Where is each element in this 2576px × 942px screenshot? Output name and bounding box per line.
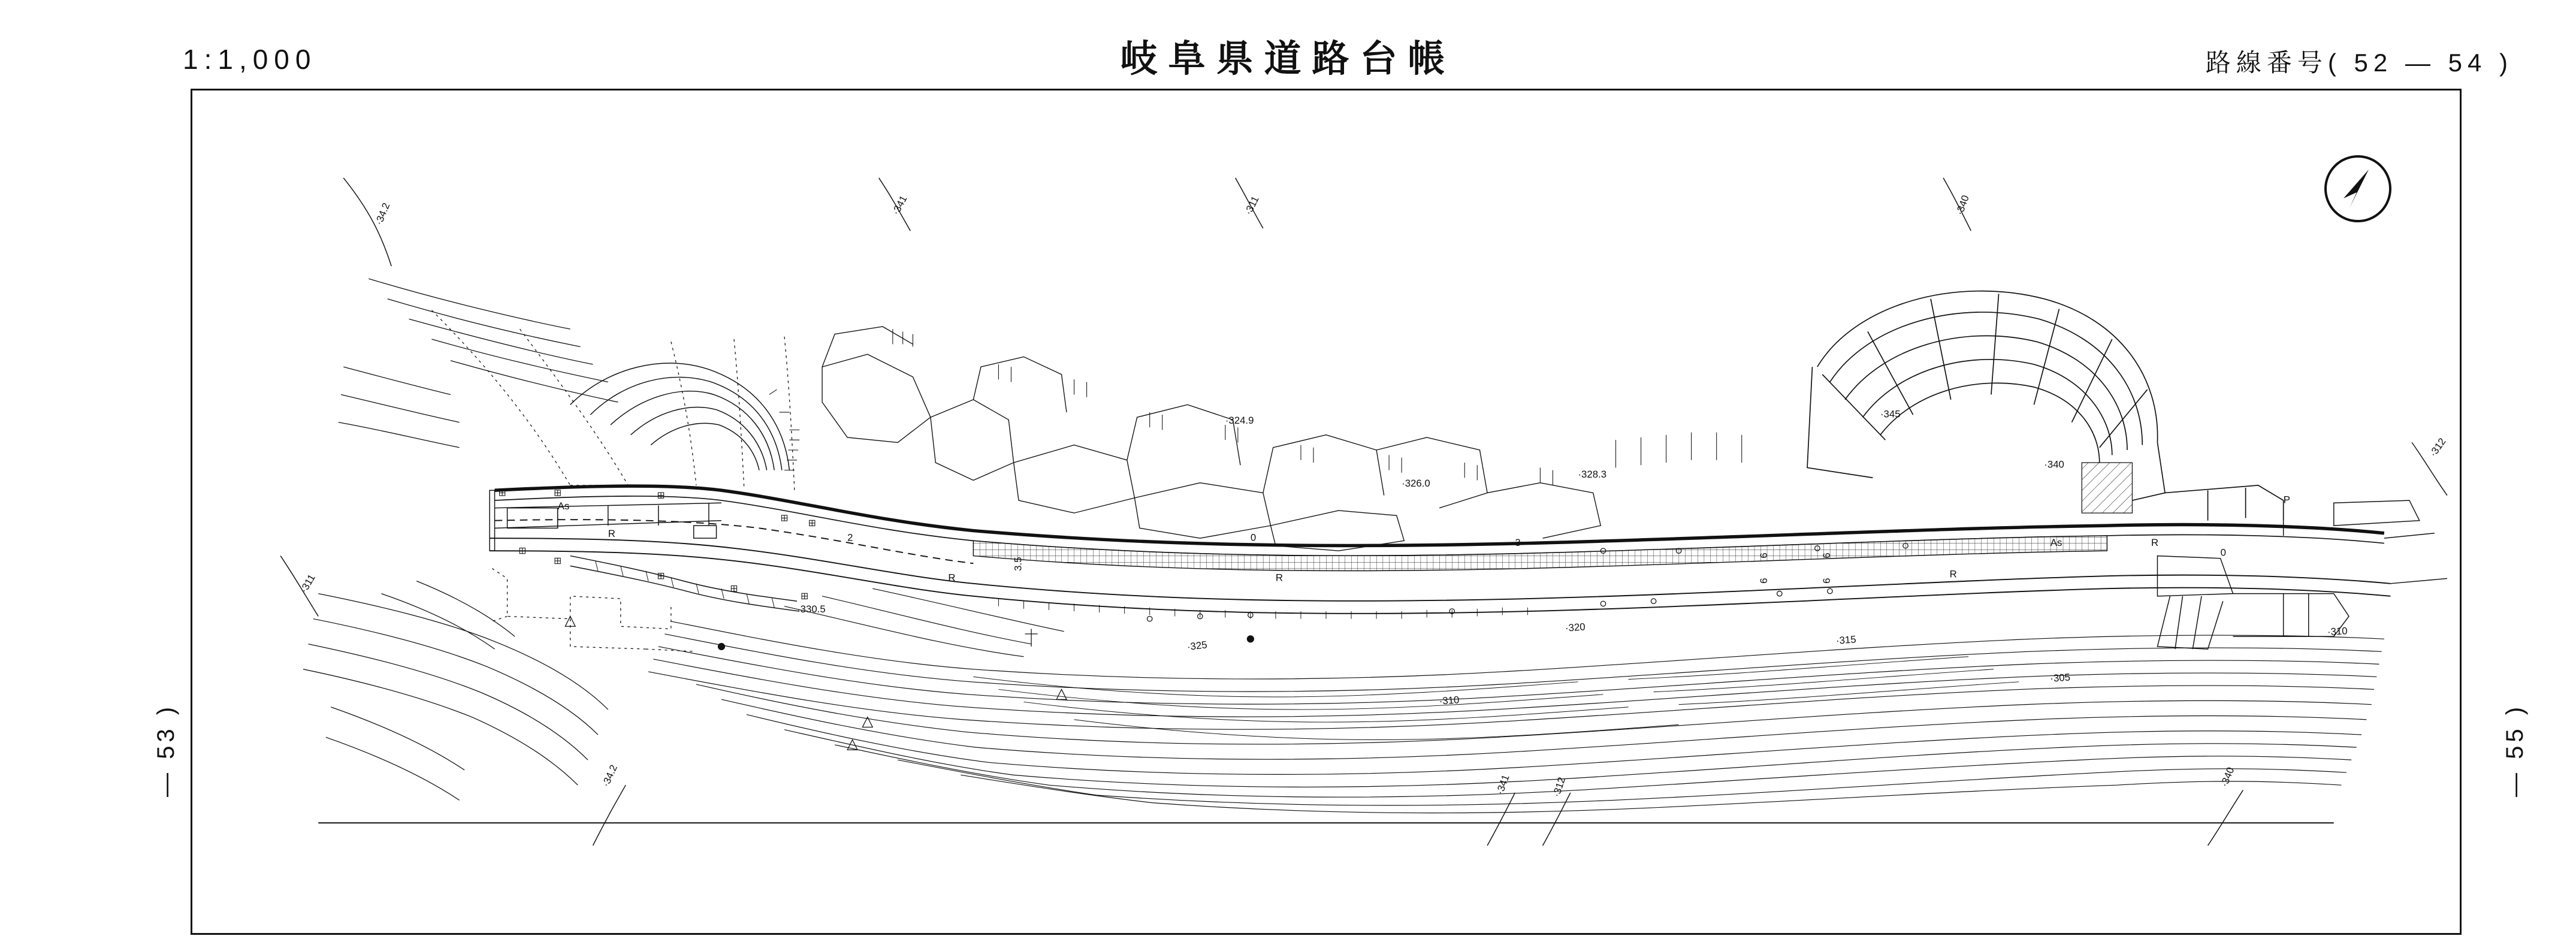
svg-text:·328.3: ·328.3 — [1578, 469, 1607, 481]
upper-left-contours — [339, 279, 618, 448]
svg-text:·34.2: ·34.2 — [373, 201, 392, 227]
svg-text:R: R — [2151, 536, 2159, 548]
embankment-hatching — [893, 329, 1742, 485]
svg-text:·310: ·310 — [2327, 625, 2348, 638]
svg-text:6: 6 — [1757, 552, 1769, 558]
svg-text:3: 3 — [1515, 536, 1521, 548]
svg-text:3.5: 3.5 — [1012, 557, 1024, 571]
svg-text:·310: ·310 — [1439, 694, 1460, 707]
svg-text:·340: ·340 — [2044, 458, 2064, 470]
left-lower-parcel — [492, 569, 696, 652]
svg-text:As: As — [2050, 536, 2062, 548]
right-sheet-marker: ― 55 ) — [2502, 703, 2528, 797]
svg-text:·340: ·340 — [1953, 194, 1971, 217]
svg-text:R: R — [948, 572, 956, 584]
svg-text:·305: ·305 — [2049, 671, 2071, 684]
svg-text:6: 6 — [1820, 578, 1832, 584]
map-drawing-frame — [191, 89, 2462, 935]
svg-text:As: As — [557, 500, 570, 512]
svg-text:·315: ·315 — [1835, 633, 1857, 647]
svg-text:R: R — [1275, 572, 1284, 584]
lower-left-contours — [303, 581, 608, 801]
svg-text:0: 0 — [1250, 532, 1257, 544]
north-arrow — [2322, 153, 2394, 225]
svg-text:·330.5: ·330.5 — [797, 603, 826, 615]
svg-text:·341: ·341 — [1494, 773, 1512, 796]
svg-text:·34.2: ·34.2 — [600, 763, 620, 789]
svg-text:·312: ·312 — [2427, 436, 2448, 459]
svg-text:R: R — [1949, 568, 1957, 580]
route-number-label: 路線番号( 52 ― 54 ) — [2205, 49, 2513, 77]
upper-field-polygons — [822, 327, 1600, 551]
left-terrace-feature — [570, 363, 800, 470]
svg-text:·324.9: ·324.9 — [1225, 414, 1254, 426]
svg-text:·326.0: ·326.0 — [1402, 477, 1430, 489]
bank-symbols — [565, 544, 1908, 750]
svg-text:2: 2 — [847, 532, 853, 544]
svg-text:R: R — [608, 528, 615, 540]
left-sheet-marker: ― 53 ) — [153, 703, 179, 797]
svg-text:·325: ·325 — [1186, 639, 1208, 653]
svg-text:·341: ·341 — [890, 194, 910, 217]
svg-text:·311: ·311 — [1242, 194, 1261, 217]
svg-text:·345: ·345 — [1880, 408, 1901, 420]
svg-text:6: 6 — [1757, 578, 1769, 584]
svg-text:·320: ·320 — [1565, 621, 1586, 634]
upper-right-structure — [1807, 291, 2284, 521]
sheet-header — [0, 0, 2576, 90]
left-parcel-boundaries — [431, 310, 794, 491]
page-title: 岐阜県道路台帳 — [1120, 38, 1456, 80]
svg-text:·340: ·340 — [2218, 765, 2237, 789]
svg-text:6: 6 — [1820, 552, 1832, 558]
svg-text:P: P — [2283, 494, 2290, 506]
svg-text:·311: ·311 — [298, 572, 318, 595]
svg-text:0: 0 — [2220, 547, 2226, 558]
road-south-wall-ticks — [998, 599, 1527, 619]
scale-label: 1:1,000 — [183, 44, 317, 75]
map-drawing — [192, 90, 2460, 933]
svg-text:·312: ·312 — [1550, 775, 1568, 799]
